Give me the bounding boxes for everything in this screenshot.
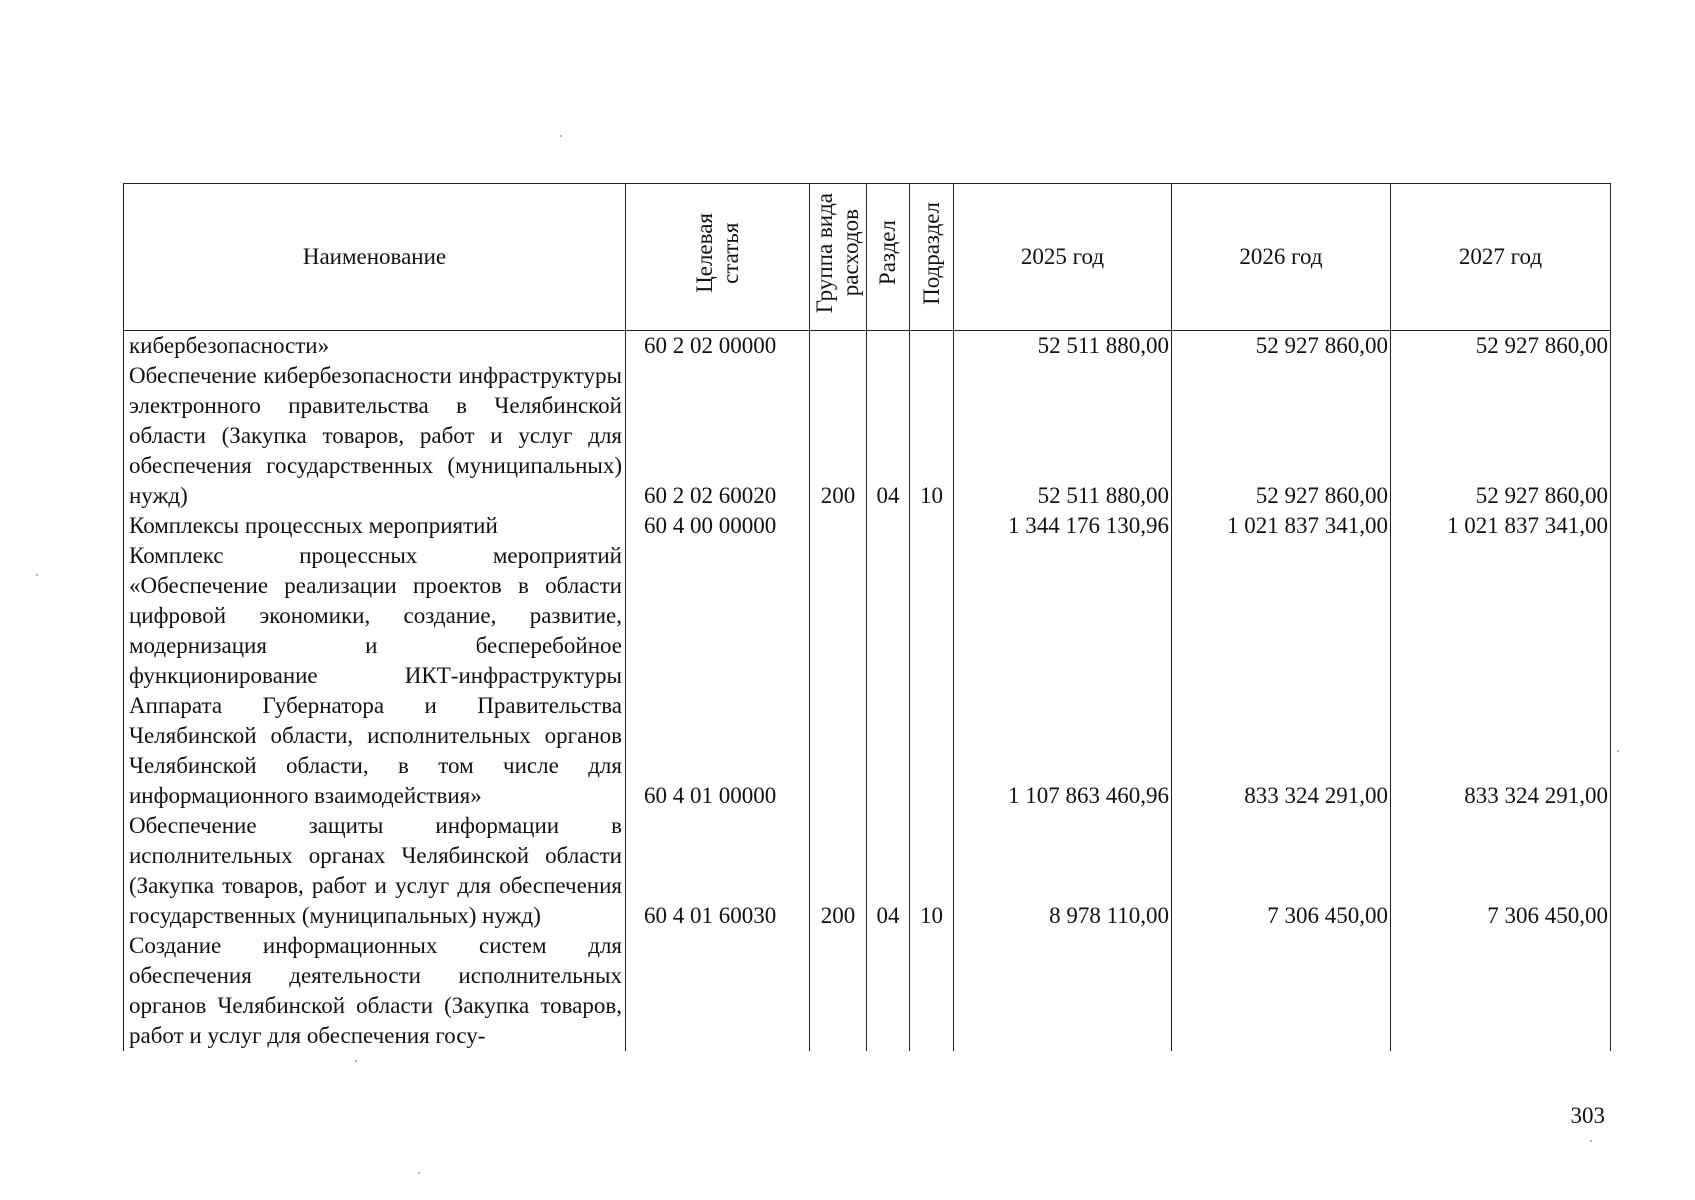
row-name: Комплексы процессных мероприятий — [124, 511, 626, 541]
row-subsection — [910, 511, 954, 541]
row-amount-2027: 1 021 837 341,00 — [1391, 511, 1611, 541]
row-section — [867, 541, 910, 811]
row-amount-2025 — [954, 931, 1172, 1051]
row-amount-2027: 833 324 291,00 — [1391, 541, 1611, 811]
row-amount-2026: 52 927 860,00 — [1172, 331, 1391, 362]
scan-speck — [418, 1172, 420, 1174]
row-expense-group: 200 — [810, 811, 867, 931]
row-subsection — [910, 331, 954, 362]
scan-speck — [355, 1060, 357, 1062]
page-number: 303 — [1570, 1103, 1605, 1128]
row-expense-group — [810, 331, 867, 362]
header-year-2026: 2026 год — [1172, 184, 1391, 331]
row-expense-group — [810, 931, 867, 1051]
header-target-article: Целевая статья — [626, 184, 810, 331]
row-amount-2027: 7 306 450,00 — [1391, 811, 1611, 931]
row-amount-2025: 1 107 863 460,96 — [954, 541, 1172, 811]
row-subsection — [910, 541, 954, 811]
row-name: Создание информационных систем для обеспечения деятельности исполнительных органов Челябинской области (Закупка товаров, работ и услуг для обеспечения госу- — [124, 931, 626, 1051]
header-section: Раздел — [867, 184, 910, 331]
table-row — [124, 541, 1611, 811]
row-target-article: 60 4 00 00000 — [626, 511, 810, 541]
row-subsection: 10 — [910, 361, 954, 511]
row-amount-2025: 52 511 880,00 — [954, 331, 1172, 362]
scan-speck — [36, 574, 38, 576]
row-amount-2026: 833 324 291,00 — [1172, 541, 1391, 811]
row-target-article: 60 2 02 00000 — [626, 331, 810, 362]
table-row — [124, 811, 1611, 931]
table-row — [124, 331, 1611, 362]
table-row — [124, 931, 1611, 1051]
row-amount-2026 — [1172, 931, 1391, 1051]
row-expense-group: 200 — [810, 361, 867, 511]
row-amount-2026: 7 306 450,00 — [1172, 811, 1391, 931]
row-amount-2025: 8 978 110,00 — [954, 811, 1172, 931]
row-amount-2026: 1 021 837 341,00 — [1172, 511, 1391, 541]
scan-speck — [1590, 1140, 1592, 1142]
row-name: кибербезопасности» — [124, 331, 626, 362]
row-amount-2026: 52 927 860,00 — [1172, 361, 1391, 511]
row-section — [867, 511, 910, 541]
budget-table — [123, 183, 1611, 1051]
table-row — [124, 511, 1611, 541]
table-header-row — [124, 184, 1611, 331]
row-section: 04 — [867, 361, 910, 511]
row-name: Обеспечение защиты информации в исполнительных органах Челябинской области (Закупка товаров, работ и услуг для обеспечения государственных (муниципальных) нужд) — [124, 811, 626, 931]
row-target-article — [626, 931, 810, 1051]
row-expense-group — [810, 541, 867, 811]
row-amount-2027 — [1391, 931, 1611, 1051]
row-amount-2025: 1 344 176 130,96 — [954, 511, 1172, 541]
row-section — [867, 931, 910, 1051]
row-name: Комплекс процессных мероприятий «Обеспечение реализации проектов в области цифровой экономики, создание, развитие, модернизация и бесперебойное функционирование ИКТ-инфраструктуры Аппарата Губернатора и Правительства Челябинской области, исполнительных органов Челябинской области, в том числе для информационного взаимодействия» — [124, 541, 626, 811]
row-amount-2027: 52 927 860,00 — [1391, 331, 1611, 362]
row-target-article: 60 4 01 00000 — [626, 541, 810, 811]
table-row — [124, 361, 1611, 511]
row-section — [867, 331, 910, 362]
header-subsection: Подраздел — [910, 184, 954, 331]
row-section: 04 — [867, 811, 910, 931]
scan-speck — [560, 135, 562, 137]
row-expense-group — [810, 511, 867, 541]
header-expense-group: Группа вида расходов — [810, 184, 867, 331]
row-amount-2027: 52 927 860,00 — [1391, 361, 1611, 511]
row-target-article: 60 2 02 60020 — [626, 361, 810, 511]
header-year-2025: 2025 год — [954, 184, 1172, 331]
scan-speck — [1617, 750, 1619, 752]
row-name: Обеспечение кибербезопасности инфраструктуры электронного правительства в Челябинской области (Закупка товаров, работ и услуг для обеспечения государственных (муниципальных) нужд) — [124, 361, 626, 511]
row-amount-2025: 52 511 880,00 — [954, 361, 1172, 511]
header-year-2027: 2027 год — [1391, 184, 1611, 331]
row-subsection — [910, 931, 954, 1051]
row-target-article: 60 4 01 60030 — [626, 811, 810, 931]
header-name: Наименование — [124, 184, 626, 331]
row-subsection: 10 — [910, 811, 954, 931]
